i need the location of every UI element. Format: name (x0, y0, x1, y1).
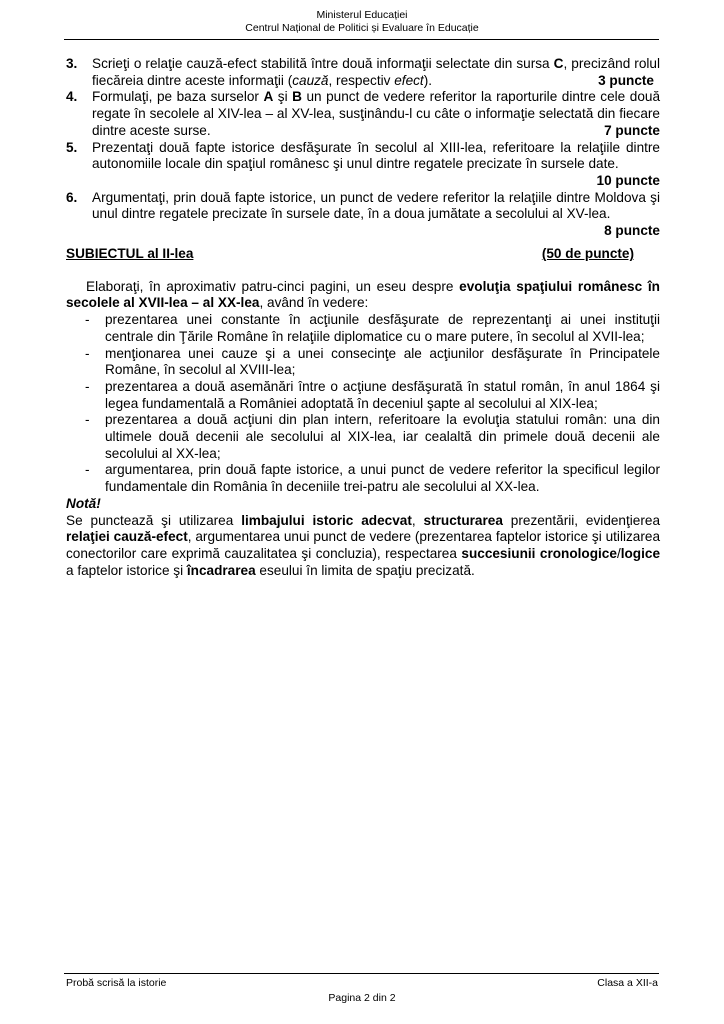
list-item (66, 412, 660, 462)
essay-requirements (66, 312, 660, 496)
document-header (0, 9, 724, 35)
question-text: , respectiv (328, 72, 395, 88)
ministry-name: Ministerul Educației (316, 9, 408, 21)
note-part: , (411, 512, 424, 528)
essay-intro (66, 279, 660, 312)
subject-points: (50 de puncte) (541, 246, 634, 262)
bullet-dash: - (85, 462, 90, 478)
requirement-text: prezentarea a două acţiuni din plan intern, referitoare la evoluţia statului român: una din ultimele două decenii ale secolului al XIX-lea, iar cealaltă din primele două decenii ale secolului al XX-lea; (105, 412, 660, 461)
source-label: C (553, 56, 564, 71)
list-item (66, 346, 660, 379)
essay-topic: evoluţia spaţiului românesc în secolele al XVII-lea – al XX-lea (66, 278, 660, 311)
bullet-dash: - (85, 378, 90, 394)
question-text: şi (273, 89, 293, 105)
note-emphasis: logice (620, 545, 660, 561)
question-number: 4. (66, 89, 78, 105)
footer-exam-name: Probă scrisă la istorie (66, 977, 167, 989)
bullet-dash: - (85, 412, 90, 428)
requirement-text: menţionarea unei cauze şi a unei consecinţe ale acţiunilor desfăşurate în Principatele Române, în secolul al XVIII-lea; (105, 345, 660, 378)
note-title: Notă! (66, 495, 101, 511)
question-points: 8 puncte (604, 223, 660, 239)
footer-divider (64, 973, 659, 974)
effect-term: efect (394, 72, 424, 88)
question-3 (66, 56, 660, 89)
source-label: A (263, 89, 274, 105)
page-content (66, 56, 660, 579)
question-6 (66, 189, 660, 239)
center-name: Centrul Național de Politici și Evaluare în Educație (245, 22, 479, 34)
question-text: Scrieţi o relaţie cauză-efect stabilită între două informaţii selectate din sursa (92, 56, 554, 71)
note-part: a faptelor istorice şi (66, 562, 187, 578)
footer-class: Clasa a XII-a (597, 977, 658, 989)
page-number: Pagina 2 din 2 (328, 992, 396, 1004)
note-part: prezentării, evidenţierea (502, 512, 660, 528)
question-text: un punct de vedere referitor la raporturile dintre cele două regate în secolele al XIV-lea – al XV-lea, susţinându-l cu câte o informaţie selectată din fiecare dintre aceste surse. (92, 89, 661, 138)
requirement-text: argumentarea, prin două fapte istorice, a unui punct de vedere referitor la specificul legilor fundamentale din România în deceniile trei-patru ale secolului al XX-lea. (105, 462, 660, 495)
question-4 (66, 89, 660, 139)
note-text (66, 513, 660, 580)
question-number: 6. (66, 189, 78, 205)
note-part: / (616, 545, 621, 561)
requirement-text: prezentarea a două asemănări între o acţiune desfăşurată în statul român, în anul 1864 şi legea fundamentală a României adoptată în deceniul şapte al secolului al XIX-lea; (105, 378, 660, 411)
essay-intro-text: , având în vedere: (259, 295, 369, 311)
note-part: Se punctează şi utilizarea (66, 512, 242, 528)
question-points: 7 puncte (604, 122, 660, 138)
list-item (66, 462, 660, 495)
question-text: Prezentaţi două fapte istorice desfăşurate în secolul al XIII-lea, referitoare la relaţiile dintre autonomiile locale din spaţiul românesc şi unul dintre regatele precizate în sursele date. (92, 139, 660, 172)
question-points: 10 puncte (596, 172, 660, 188)
note-emphasis: încadrarea (186, 562, 256, 578)
note-emphasis: structurarea (423, 512, 503, 528)
question-text: Formulaţi, pe baza surselor (92, 89, 264, 105)
requirement-text: prezentarea unei constante în acţiunile desfăşurate de reprezentanţi ai unei instituţii centrale din Ţările Române în relaţiile diplomatice cu o mare putere, în secolul al XVII-lea; (105, 312, 660, 344)
bullet-dash: - (85, 345, 90, 361)
question-text: ). (423, 72, 433, 88)
note-emphasis: succesiunii cronologice (461, 545, 617, 561)
note-part: , argumentarea unui punct de vedere (prezentarea faptelor istorice şi utilizarea conectorilor care exprimă cauzalitatea şi concluzia), respectarea (66, 529, 661, 561)
subject-title: SUBIECTUL al II-lea (66, 246, 194, 262)
question-number: 3. (66, 56, 78, 71)
source-label: B (292, 89, 302, 105)
question-5 (66, 140, 660, 190)
list-item (66, 379, 660, 412)
cause-term: cauză (292, 72, 329, 88)
question-points: 3 puncte (598, 72, 654, 88)
question-number: 5. (66, 139, 78, 155)
note-part: eseului în limita de spaţiu precizată. (255, 562, 475, 578)
note-emphasis: limbajului istoric adecvat (241, 512, 412, 528)
bullet-dash: - (85, 312, 90, 328)
subject-heading (66, 246, 660, 263)
question-text: , precizând rolul fiecăreia dintre aceste informaţii ( (92, 56, 660, 88)
essay-intro-text: Elaboraţi, în aproximativ patru-cinci pagini, un eseu despre (86, 278, 460, 294)
note-emphasis: relaţiei cauză-efect (66, 529, 188, 545)
header-divider (64, 39, 659, 40)
list-item (66, 312, 660, 345)
question-text: Argumentaţi, prin două fapte istorice, un punct de vedere referitor la relaţiile dintre Moldova şi unul dintre regatele precizate în sursele date, în a doua jumătate a secolului al XV-lea. (92, 189, 660, 222)
